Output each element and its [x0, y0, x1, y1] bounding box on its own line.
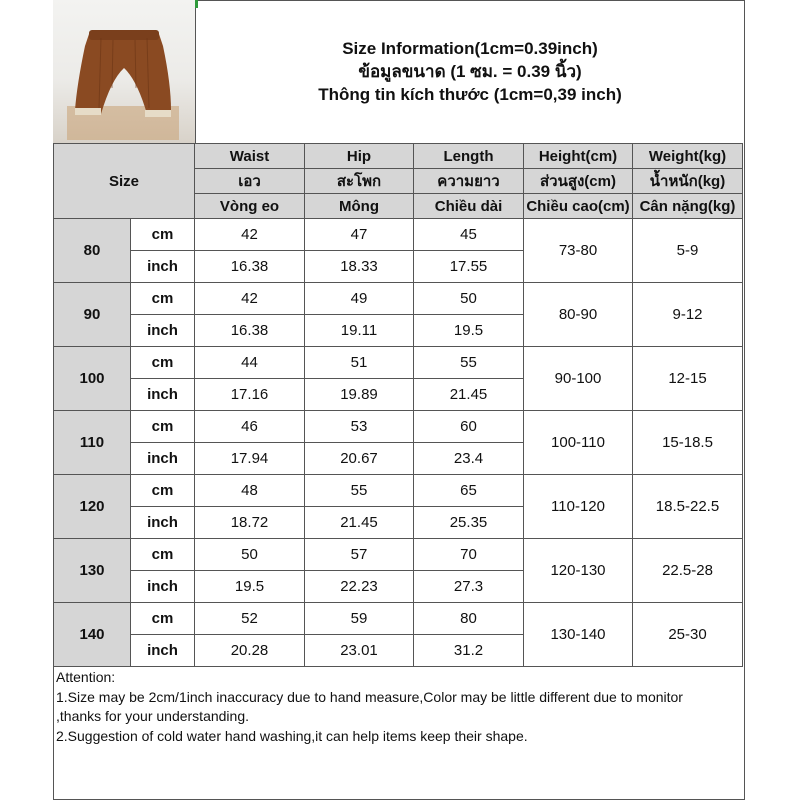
size-information-header: [196, 0, 744, 143]
weight-range-cell: 22.5-28: [633, 539, 743, 603]
unit-label-cm: cm: [131, 283, 195, 315]
col-waist-en: Waist: [195, 144, 305, 169]
hip-cm-cell: 51: [305, 347, 414, 379]
size-label: 90: [54, 283, 131, 347]
weight-range-cell: 18.5-22.5: [633, 475, 743, 539]
col-waist-th: เอว: [195, 169, 305, 194]
waist-inch-cell: 19.5: [195, 571, 305, 603]
size-label: 80: [54, 219, 131, 283]
hip-cm-cell: 47: [305, 219, 414, 251]
height-range-cell: 110-120: [524, 475, 633, 539]
unit-label-inch: inch: [131, 315, 195, 347]
info-line-english: Size Information(1cm=0.39inch): [342, 39, 598, 58]
size-table: [53, 143, 743, 667]
hip-inch-cell: 23.01: [305, 635, 414, 667]
hip-cm-cell: 53: [305, 411, 414, 443]
table-row-cm: [54, 347, 743, 379]
weight-range-cell: 12-15: [633, 347, 743, 411]
length-cm-cell: 60: [414, 411, 524, 443]
unit-label-cm: cm: [131, 603, 195, 635]
col-weight-vi: Cân nặng(kg): [633, 194, 743, 219]
unit-label-inch: inch: [131, 443, 195, 475]
header-row-english: [54, 144, 743, 169]
length-inch-cell: 17.55: [414, 251, 524, 283]
attention-line-2: ,thanks for your understanding.: [56, 708, 250, 724]
table-row-cm: [54, 283, 743, 315]
height-range-cell: 80-90: [524, 283, 633, 347]
attention-line-1: 1.Size may be 2cm/1inch inaccuracy due to hand measure,Color may be little different due to monitor: [56, 688, 683, 705]
hip-inch-cell: 19.11: [305, 315, 414, 347]
length-cm-cell: 80: [414, 603, 524, 635]
product-photo: [53, 0, 196, 143]
waist-cm-cell: 50: [195, 539, 305, 571]
table-row-cm: [54, 219, 743, 251]
table-row-cm: [54, 539, 743, 571]
col-waist-vi: Vòng eo: [195, 194, 305, 219]
hip-cm-cell: 49: [305, 283, 414, 315]
height-range-cell: 100-110: [524, 411, 633, 475]
unit-label-cm: cm: [131, 219, 195, 251]
waist-cm-cell: 48: [195, 475, 305, 507]
hip-inch-cell: 20.67: [305, 443, 414, 475]
waist-inch-cell: 18.72: [195, 507, 305, 539]
hip-inch-cell: 19.89: [305, 379, 414, 411]
col-hip-vi: Mông: [305, 194, 414, 219]
length-inch-cell: 27.3: [414, 571, 524, 603]
weight-range-cell: 9-12: [633, 283, 743, 347]
waist-cm-cell: 42: [195, 219, 305, 251]
height-range-cell: 73-80: [524, 219, 633, 283]
hip-inch-cell: 21.45: [305, 507, 414, 539]
attention-line-3: 2.Suggestion of cold water hand washing,it can help items keep their shape.: [56, 727, 528, 744]
hip-cm-cell: 57: [305, 539, 414, 571]
info-line-vietnamese: Thông tin kích thước (1cm=0,39 inch): [318, 85, 622, 104]
unit-label-inch: inch: [131, 507, 195, 539]
attention-notes: [53, 668, 746, 746]
info-line-thai: ข้อมูลขนาด (1 ซม. = 0.39 นิ้ว): [358, 62, 582, 81]
length-cm-cell: 45: [414, 219, 524, 251]
size-column-title: Size: [54, 144, 195, 219]
unit-label-inch: inch: [131, 379, 195, 411]
unit-label-inch: inch: [131, 635, 195, 667]
unit-label-cm: cm: [131, 411, 195, 443]
length-inch-cell: 21.45: [414, 379, 524, 411]
col-weight-en: Weight(kg): [633, 144, 743, 169]
hip-cm-cell: 55: [305, 475, 414, 507]
length-inch-cell: 23.4: [414, 443, 524, 475]
col-weight-th: น้ำหนัก(kg): [633, 169, 743, 194]
size-label: 110: [54, 411, 131, 475]
length-inch-cell: 25.35: [414, 507, 524, 539]
col-height-th: ส่วนสูง(cm): [524, 169, 633, 194]
weight-range-cell: 15-18.5: [633, 411, 743, 475]
col-length-th: ความยาว: [414, 169, 524, 194]
waist-cm-cell: 42: [195, 283, 305, 315]
waist-inch-cell: 20.28: [195, 635, 305, 667]
weight-range-cell: 25-30: [633, 603, 743, 667]
waist-inch-cell: 16.38: [195, 251, 305, 283]
attention-title: Attention:: [56, 669, 116, 685]
unit-label-inch: inch: [131, 571, 195, 603]
waist-cm-cell: 52: [195, 603, 305, 635]
table-row-cm: [54, 603, 743, 635]
col-height-vi: Chiều cao(cm): [524, 194, 633, 219]
length-inch-cell: 19.5: [414, 315, 524, 347]
col-length-en: Length: [414, 144, 524, 169]
unit-label-inch: inch: [131, 251, 195, 283]
length-cm-cell: 55: [414, 347, 524, 379]
height-range-cell: 130-140: [524, 603, 633, 667]
unit-label-cm: cm: [131, 347, 195, 379]
waist-inch-cell: 17.16: [195, 379, 305, 411]
waist-inch-cell: 17.94: [195, 443, 305, 475]
col-length-vi: Chiều dài: [414, 194, 524, 219]
size-label: 100: [54, 347, 131, 411]
pants-image: [67, 28, 179, 140]
col-height-en: Height(cm): [524, 144, 633, 169]
height-range-cell: 90-100: [524, 347, 633, 411]
unit-label-cm: cm: [131, 539, 195, 571]
table-row-cm: [54, 475, 743, 507]
height-range-cell: 120-130: [524, 539, 633, 603]
hip-cm-cell: 59: [305, 603, 414, 635]
size-label: 130: [54, 539, 131, 603]
weight-range-cell: 5-9: [633, 219, 743, 283]
size-label: 120: [54, 475, 131, 539]
length-inch-cell: 31.2: [414, 635, 524, 667]
unit-label-cm: cm: [131, 475, 195, 507]
waist-cm-cell: 44: [195, 347, 305, 379]
col-hip-th: สะโพก: [305, 169, 414, 194]
size-chart-sheet: [53, 0, 745, 800]
length-cm-cell: 65: [414, 475, 524, 507]
size-label: 140: [54, 603, 131, 667]
hip-inch-cell: 18.33: [305, 251, 414, 283]
hip-inch-cell: 22.23: [305, 571, 414, 603]
waist-inch-cell: 16.38: [195, 315, 305, 347]
waist-cm-cell: 46: [195, 411, 305, 443]
table-row-cm: [54, 411, 743, 443]
col-hip-en: Hip: [305, 144, 414, 169]
length-cm-cell: 70: [414, 539, 524, 571]
length-cm-cell: 50: [414, 283, 524, 315]
